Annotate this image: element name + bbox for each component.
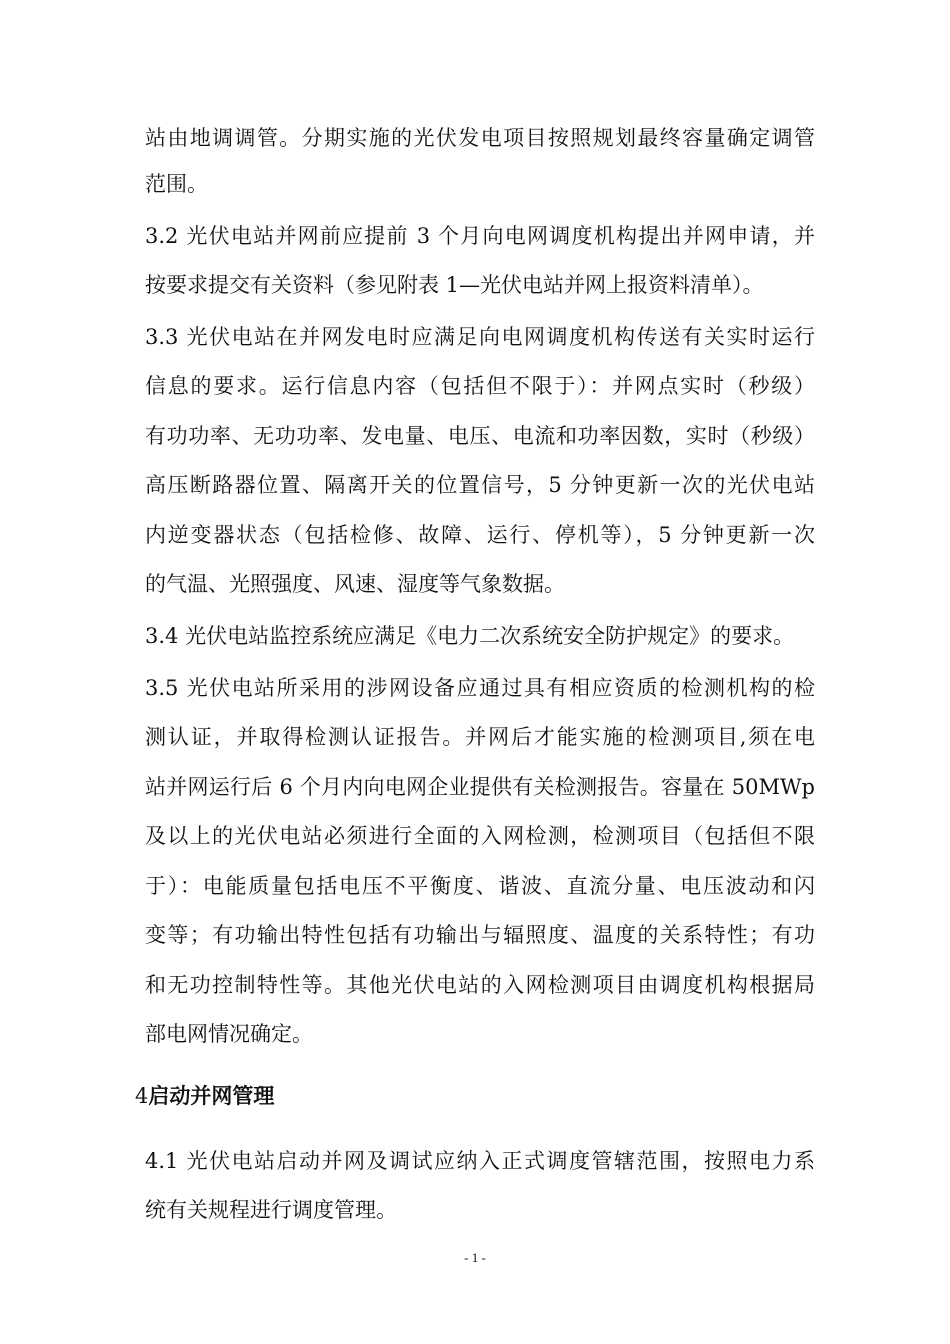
- text-line: 范围。: [145, 172, 208, 196]
- text-line: 4.1 光伏电站启动并网及调试应纳入正式调度管辖范围，按照电力系: [145, 1149, 815, 1173]
- text-line: 3.3 光伏电站在并网发电时应满足向电网调度机构传送有关实时运行: [145, 325, 815, 349]
- text-line: 3.2 光伏电站并网前应提前 3 个月向电网调度机构提出并网申请，并: [145, 224, 815, 248]
- text-line: 和无功控制特性等。其他光伏电站的入网检测项目由调度机构根据局: [145, 973, 815, 997]
- text-line: 测认证，并取得检测认证报告。并网后才能实施的检测项目,须在电: [145, 725, 815, 749]
- text-line: 及以上的光伏电站必须进行全面的入网检测，检测项目（包括但不限: [145, 824, 815, 848]
- text-line: 的气温、光照强度、风速、湿度等气象数据。: [145, 572, 565, 596]
- text-line: 统有关规程进行调度管理。: [145, 1198, 397, 1222]
- section-heading: [135, 1082, 274, 1110]
- section-number: 4: [135, 1084, 149, 1108]
- text-line: 变等；有功输出特性包括有功输出与辐照度、温度的关系特性；有功: [145, 923, 815, 947]
- section-title: 启动并网管理: [148, 1084, 275, 1108]
- text-line: 于）：电能质量包括电压不平衡度、谐波、直流分量、电压波动和闪: [145, 874, 815, 898]
- text-line: 按要求提交有关资料（参见附表 1—光伏电站并网上报资料清单）。: [145, 273, 764, 297]
- text-line: 内逆变器状态（包括检修、故障、运行、停机等），5 分钟更新一次: [145, 523, 815, 547]
- text-line: 部电网情况确定。: [145, 1022, 313, 1046]
- text-line: 3.4 光伏电站监控系统应满足《电力二次系统安全防护规定》的要求。: [145, 624, 795, 648]
- text-line: 站由地调调管。分期实施的光伏发电项目按照规划最终容量确定调管: [145, 126, 815, 150]
- text-line: 站并网运行后 6 个月内向电网企业提供有关检测报告。容量在 50MWp: [145, 775, 815, 799]
- text-line: 3.5 光伏电站所采用的涉网设备应通过具有相应资质的检测机构的检: [145, 676, 815, 700]
- text-line: 高压断路器位置、隔离开关的位置信号，5 分钟更新一次的光伏电站: [145, 473, 815, 497]
- page-number: - 1 -: [464, 1250, 486, 1265]
- text-line: 信息的要求。运行信息内容（包括但不限于）：并网点实时（秒级）: [145, 374, 815, 398]
- text-line: 有功功率、无功功率、发电量、电压、电流和功率因数，实时（秒级）: [145, 424, 815, 448]
